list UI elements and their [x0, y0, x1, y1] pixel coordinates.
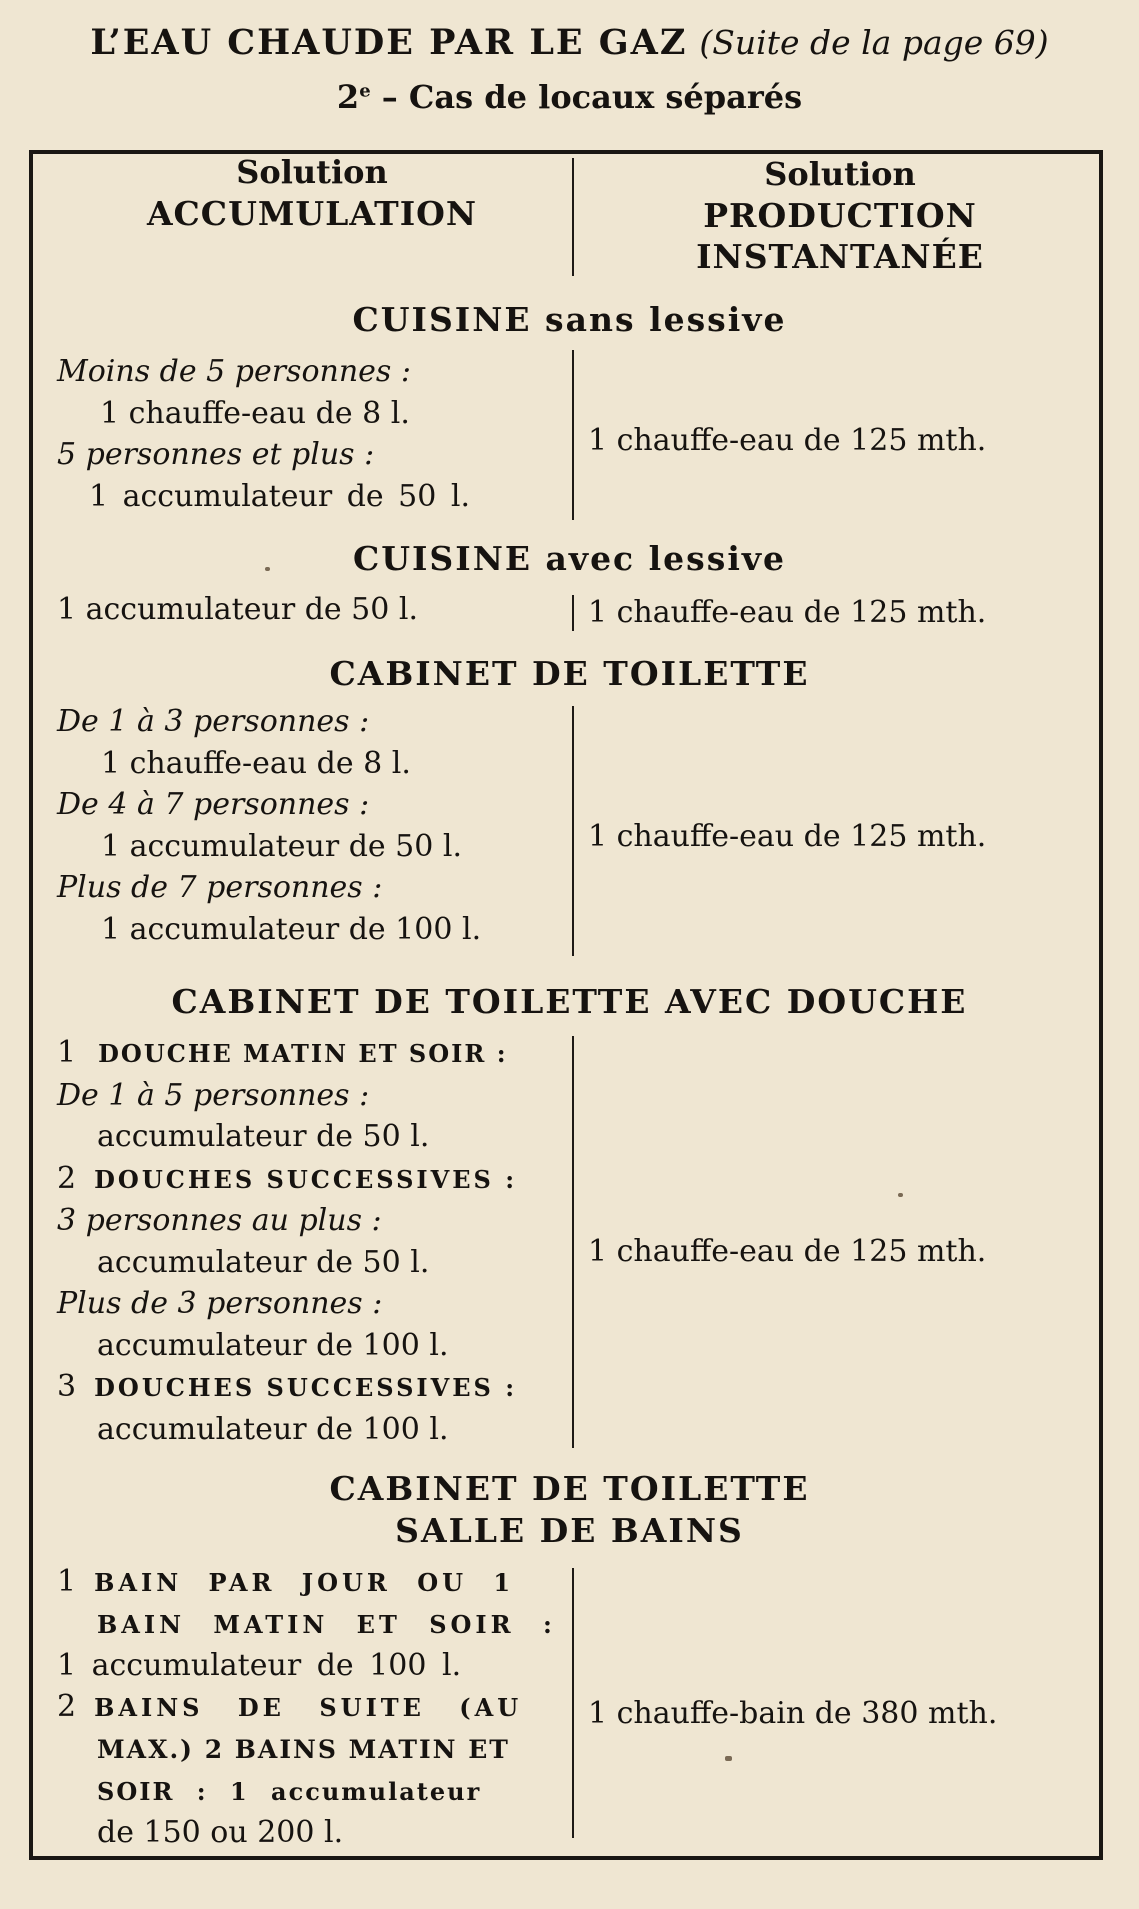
small-caps-condition: DOUCHES SUCCESSIVES :	[94, 1164, 518, 1194]
condition-label: Moins de 5 personnes :	[57, 354, 411, 389]
condition-label: Plus de 7 personnes :	[57, 870, 383, 905]
small-caps-condition: DOUCHES SUCCESSIVES :	[94, 1373, 518, 1402]
small-caps-condition: BAINS DE SUITE (AU	[94, 1693, 523, 1722]
count-number: 3	[57, 1369, 77, 1404]
condition-label: De 4 à 7 personnes :	[57, 787, 370, 822]
count-number: 2	[57, 1689, 77, 1724]
small-caps-condition: BAIN PAR JOUR OU 1	[94, 1568, 515, 1597]
section-instantaneous-cell: 1 chauffe-eau de 125 mth.	[588, 1234, 987, 1269]
recommendation-text: 1 accumulateur de 100 l.	[101, 911, 482, 947]
section-instantaneous-cell: 1 chauffe-eau de 125 mth.	[588, 423, 987, 458]
recommendation-text: 1 accumulateur de 50 l.	[89, 478, 471, 514]
condition-continuation	[57, 1728, 557, 1770]
page-title: L’EAU CHAUDE PAR LE GAZ	[90, 22, 688, 63]
section-accumulation-cell	[57, 589, 557, 631]
recommendation-text: accumulateur de 50 l.	[97, 1119, 430, 1154]
section-title: CUISINE avec lessive	[352, 539, 787, 578]
recommendation-text: de 150 ou 200 l.	[97, 1815, 344, 1850]
section-instantaneous-cell: 1 chauffe-eau de 125 mth.	[588, 595, 987, 630]
condition-label: Plus de 3 personnes :	[57, 1286, 383, 1321]
header-title-line	[0, 22, 1139, 63]
small-caps-condition: BAIN MATIN ET SOIR :	[97, 1610, 556, 1639]
column-header-label: INSTANTANÉE	[696, 237, 984, 276]
recommendation-text: 1 chauffe-eau de 8 l.	[101, 745, 411, 781]
section-accumulation-cell	[57, 701, 557, 950]
subtitle-text: – Cas de locaux séparés	[370, 78, 803, 116]
count-number: 1	[57, 1035, 77, 1070]
count-number: 1	[57, 1564, 77, 1599]
small-caps-condition: DOUCHE MATIN ET SOIR :	[98, 1039, 508, 1068]
section-title: CABINET DE TOILETTE AVEC DOUCHE	[171, 982, 968, 1021]
subtitle-number: 2	[336, 78, 360, 116]
column-header-label: Solution	[236, 153, 388, 191]
section-instantaneous-cell: 1 chauffe-bain de 380 mth.	[588, 1696, 998, 1731]
condition-label	[57, 1158, 557, 1201]
condition-label	[57, 1686, 557, 1728]
recommendation-text: 1 accumulateur de 100 l.	[57, 1648, 462, 1683]
subtitle-ordinal: e	[359, 80, 371, 102]
condition-continuation	[57, 1603, 557, 1645]
column-header-label: ACCUMULATION	[146, 194, 478, 233]
small-caps-condition: MAX.) 2 BAINS MATIN ET	[97, 1735, 510, 1764]
column-divider	[572, 706, 574, 956]
section-accumulation-cell	[57, 1561, 557, 1853]
column-divider	[572, 158, 574, 276]
recommendation-text: accumulateur de 100 l.	[97, 1327, 449, 1363]
count-number: 2	[57, 1160, 77, 1196]
page-subtitle	[0, 78, 1139, 116]
condition-label	[57, 1561, 557, 1603]
column-divider	[572, 1036, 574, 1448]
column-header-label: PRODUCTION	[703, 196, 977, 235]
recommendation-text: accumulateur de 100 l.	[97, 1411, 449, 1447]
recommendation-text: 1 chauffe-eau de 8 l.	[100, 395, 410, 431]
section-title-line: CABINET DE TOILETTE	[329, 1469, 810, 1508]
section-accumulation-cell	[57, 1032, 557, 1450]
paper-speck	[725, 1756, 732, 1761]
column-divider	[572, 1568, 574, 1838]
section-instantaneous-cell: 1 chauffe-eau de 125 mth.	[588, 819, 987, 854]
continued-from-note: (Suite de la page 69)	[699, 23, 1049, 62]
column-header-label: Solution	[764, 155, 916, 193]
column-divider	[572, 350, 574, 520]
condition-label: 3 personnes au plus :	[57, 1203, 382, 1238]
recommendation-text: 1 accumulateur de 50 l.	[101, 828, 463, 864]
condition-label	[57, 1032, 557, 1075]
section-title: CUISINE sans lessive	[352, 300, 787, 339]
recommendation-text: accumulateur de 50 l.	[97, 1244, 430, 1280]
column-divider	[572, 595, 574, 631]
condition-label: 5 personnes et plus :	[57, 437, 375, 472]
section-title-line: SALLE DE BAINS	[395, 1511, 744, 1550]
paper-speck	[265, 567, 270, 571]
column-header-instantaneous	[580, 154, 1100, 277]
condition-label: De 1 à 5 personnes :	[57, 1077, 370, 1113]
condition-continuation	[57, 1770, 557, 1812]
small-caps-condition: SOIR : 1 accumulateur	[97, 1777, 482, 1806]
recommendation-text: 1 accumulateur de 50 l.	[57, 592, 419, 627]
condition-label	[57, 1366, 557, 1409]
section-accumulation-cell	[57, 351, 557, 517]
column-header-accumulation	[57, 152, 567, 234]
section-title	[0, 1468, 1139, 1552]
paper-speck	[898, 1193, 903, 1197]
section-title: CABINET DE TOILETTE	[329, 654, 810, 693]
condition-label: De 1 à 3 personnes :	[57, 704, 370, 739]
